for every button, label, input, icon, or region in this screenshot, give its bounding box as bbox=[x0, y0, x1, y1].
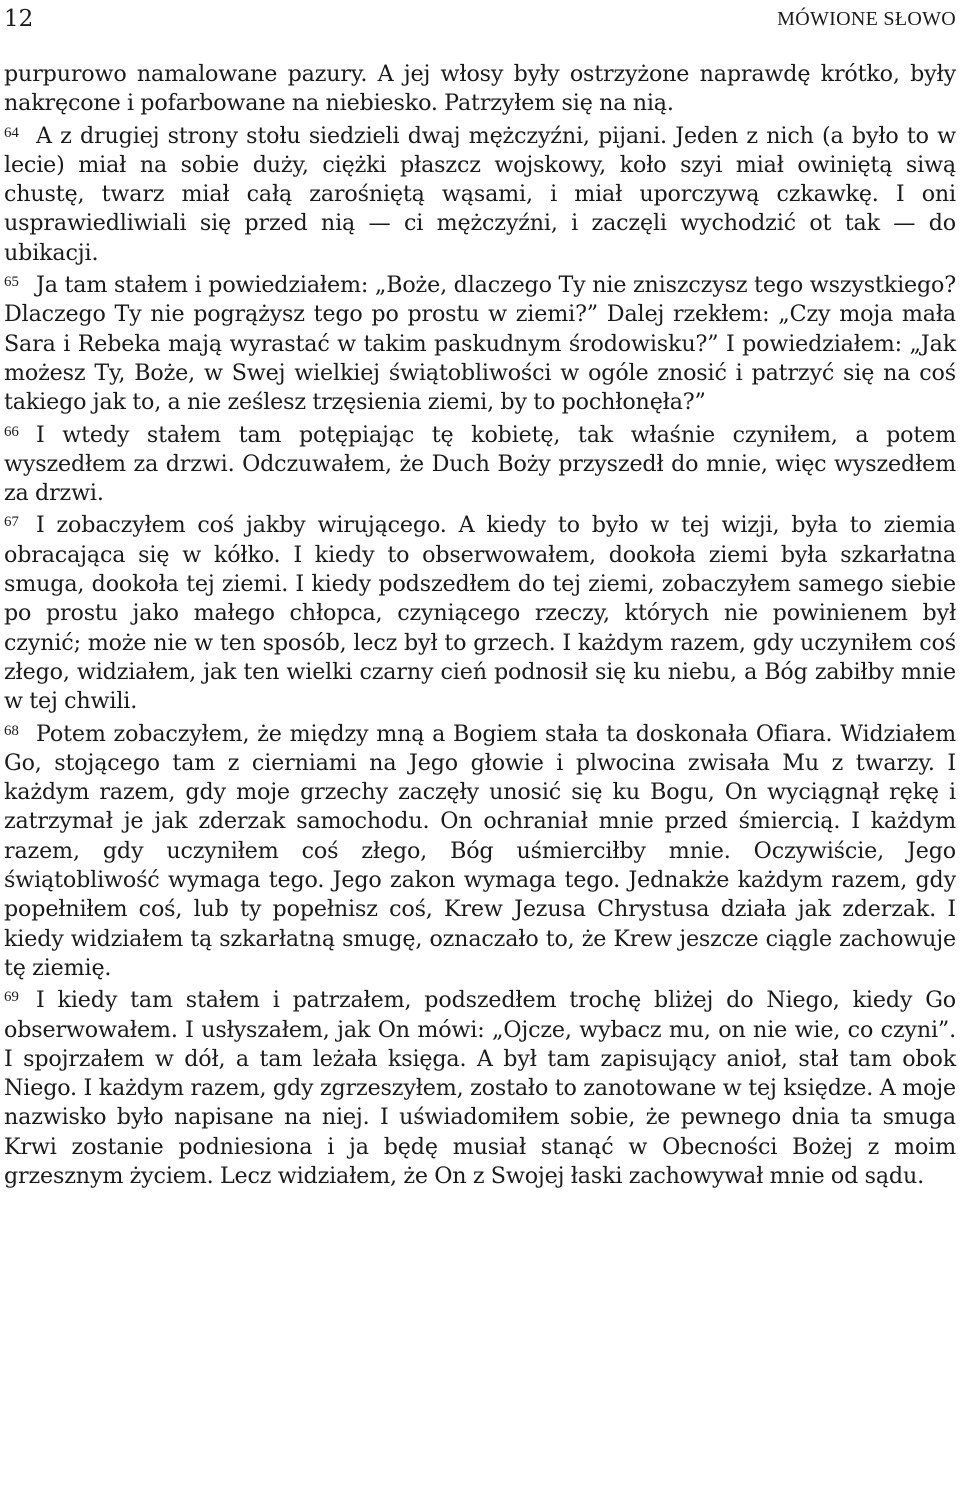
paragraph-text: purpurowo namalowane pazury. A jej włosy były ostrzyżone naprawdę krótko, były nakręcone i pofarbowane na niebiesko. Patrzyłem się na nią. bbox=[4, 61, 956, 117]
paragraph-65 bbox=[4, 268, 956, 417]
running-title: MÓWIONE SŁOWO bbox=[777, 8, 956, 30]
paragraph-text: Potem zobaczyłem, że między mną a Bogiem stała ta doskonała Ofiara. Widziałem Go, stojącego tam z cierniami na Jego głowie i plwocina zwisała Mu z twarzy. I każdym razem, gdy moje grzechy zaczęły unosić się ku Bogu, On wyciągnął rękę i zatrzymał je jak zderzak samochodu. On ochraniał mnie przed śmiercią. I każdym razem, gdy uczyniłem coś złego, Bóg uśmierciłby mnie. Oczywiście, Jego świątobliwość wymaga tego. Jego zakon wymaga tego. Jednakże każdym razem, gdy popełniłem coś, lub ty popełnisz coś, Krew Jezusa Chrystusa działa jak zderzak. I kiedy widziałem tą szkarłatną smugę, oznaczało to, że Krew jeszcze ciągle zachowuje tę ziemię. bbox=[4, 720, 956, 981]
paragraph-continuation bbox=[4, 60, 956, 119]
page-number: 12 bbox=[4, 6, 34, 32]
paragraph-text: I kiedy tam stałem i patrzałem, podszedłem trochę bliżej do Niego, kiedy Go obserwowałem. I usłyszałem, jak On mówi: „Ojcze, wybacz mu, on nie wie, co czyni”. I spojrzałem w dół, a tam leżała księga. A był tam zapisujący anioł, stał tam obok Niego. I każdym razem, gdy zgrzeszyłem, zostało to zanotowane w tej księdze. A moje nazwisko było napisane na niej. I uświadomiłem sobie, że pewnego dnia ta smuga Krwi zostanie podniesiona i ja będę musiał stanąć w Obecności Bożej z moim grzesznym życiem. Lecz widziałem, że On z Swojej łaski zachowywał mnie od sądu. bbox=[4, 987, 956, 1189]
page-header bbox=[4, 2, 956, 36]
paragraph-text: I zobaczyłem coś jakby wirującego. A kiedy to było w tej wizji, była to ziemia obracająca się w kółko. I kiedy to obserwowałem, dookoła ziemi była szkarłatna smuga, dookoła tej ziemi. I kiedy podszedłem do tej ziemi, zobaczyłem samego siebie po prostu jako małego chłopca, czyniącego rzeczy, których nie powinienem był czynić; może nie w ten sposób, lecz był to grzech. I każdym razem, gdy uczyniłem coś złego, widziałem, jak ten wielki czarny cień podnosił się ku niebu, a Bóg zabiłby mnie w tej chwili. bbox=[4, 512, 956, 715]
paragraph-text: I wtedy stałem tam potępiając tę kobietę, tak właśnie czyniłem, a potem wyszedłem za drzwi. Odczuwałem, że Duch Boży przyszedł do mnie, więc wyszedłem za drzwi. bbox=[4, 421, 956, 507]
paragraph-number: 69 bbox=[4, 989, 19, 1006]
paragraph-67 bbox=[4, 508, 956, 716]
paragraph-69 bbox=[4, 983, 956, 1191]
paragraph-64 bbox=[4, 119, 956, 268]
paragraph-number: 68 bbox=[4, 722, 19, 739]
paragraph-number: 67 bbox=[4, 514, 19, 531]
paragraph-text: A z drugiej strony stołu siedzieli dwaj mężczyźni, pijani. Jeden z nich (a było to w lecie) miał na sobie duży, ciężki płaszcz wojskowy, koło szyi miał owiniętą siwą chustę, twarz miał całą zarośniętą wąsami, i miał uporczywą czkawkę. I oni usprawiedliwiali się przed nią — ci mężczyźni, i zaczęli wychodzić ot tak — do ubikacji. bbox=[4, 122, 956, 266]
body-text bbox=[4, 60, 956, 1191]
paragraph-number: 66 bbox=[4, 423, 19, 440]
paragraph-number: 65 bbox=[4, 274, 19, 291]
paragraph-number: 64 bbox=[4, 124, 19, 141]
paragraph-68 bbox=[4, 717, 956, 984]
paragraph-text: Ja tam stałem i powiedziałem: „Boże, dlaczego Ty nie zniszczysz tego wszystkiego? Dlaczego Ty nie pogrążysz tego po prostu w ziemi?” Dalej rzekłem: „Czy moja mała Sara i Rebeka mają wyrastać w takim paskudnym środowisku?” I powiedziałem: „Jak możesz Ty, Boże, w Swej wielkiej świątobliwości w ogóle znosić i patrzyć się na coś takiego jak to, a nie ześlesz trzęsienia ziemi, by to pochłonęła?” bbox=[4, 272, 956, 416]
paragraph-66 bbox=[4, 418, 956, 509]
